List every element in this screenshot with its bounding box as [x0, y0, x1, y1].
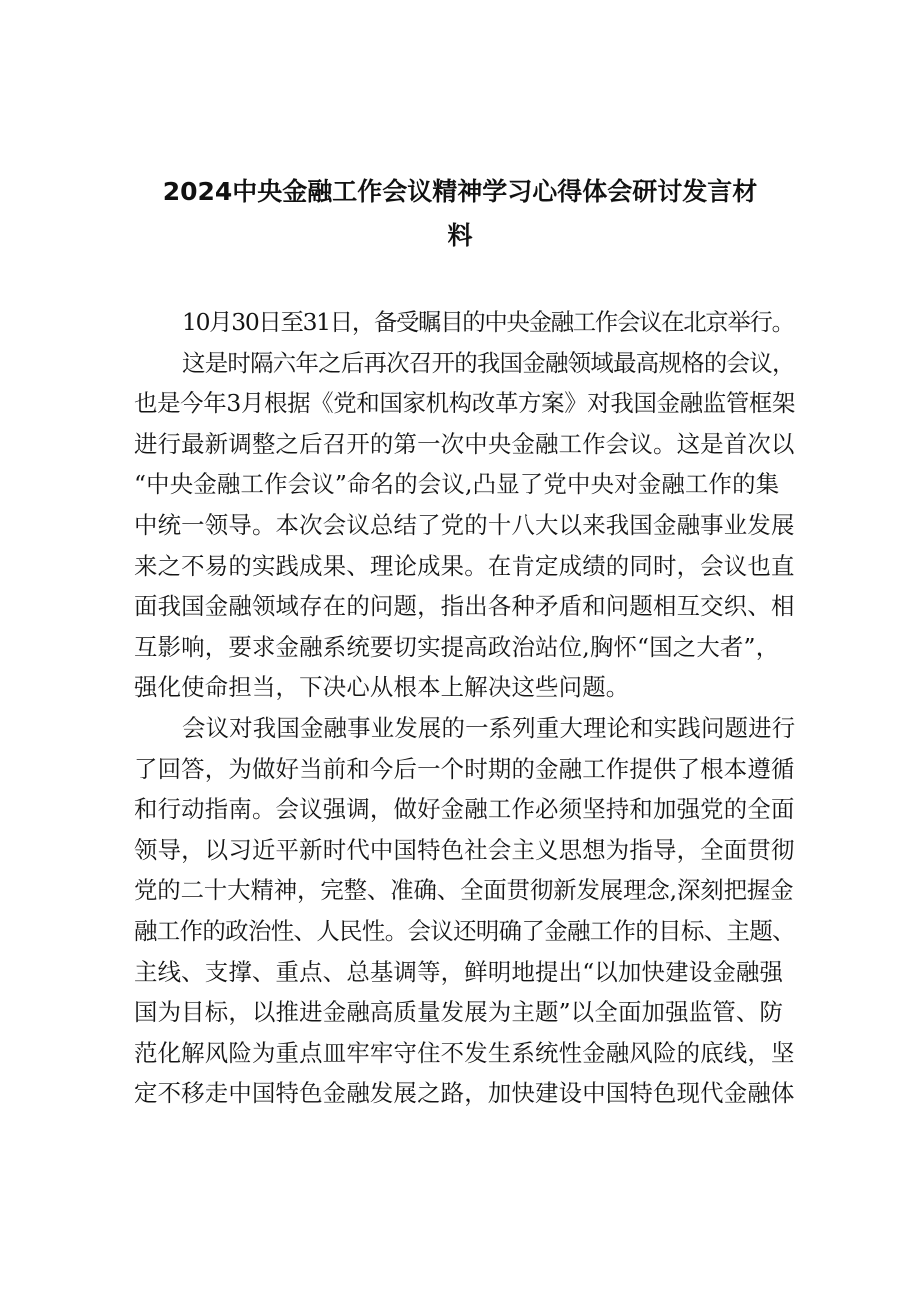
body-text-line: 也是今年3月根据《党和国家机构改革方案》对我国金融监管框架 — [134, 389, 796, 418]
body-text-line: 领导，以习近平新时代中国特色社会主义思想为指导，全面贯彻 — [134, 835, 795, 864]
body-text-line: 定不移走中国特色金融发展之路，加快建设中国特色现代金融体 — [134, 1079, 795, 1108]
body-text-line: “中央金融工作会议”命名的会议,凸显了党中央对金融工作的集 — [134, 470, 780, 499]
document-body — [134, 302, 794, 1114]
body-text-line: 和行动指南。会议强调，做好金融工作必须坚持和加强党的全面 — [134, 795, 795, 824]
body-text-line: 了回答，为做好当前和今后一个时期的金融工作提供了根本遵循 — [134, 754, 795, 783]
body-text-line: 强化使命担当，下决心从根本上解决这些问题。 — [134, 673, 630, 702]
document-title-line-2: 料 — [447, 221, 473, 250]
body-text-line: 来之不易的实践成果、理论成果。在肯定成绩的同时，会议也直 — [134, 551, 795, 580]
body-text-line: 国为目标，以推进金融高质量发展为主题”以全面加强监管、防 — [134, 998, 784, 1027]
body-text-line: 面我国金融领域存在的问题，指出各种矛盾和问题相互交织、相 — [134, 592, 795, 621]
body-text-line: 会议对我国金融事业发展的一系列重大理论和实践问题进行 — [182, 713, 796, 742]
body-text-line: 中统一领导。本次会议总结了党的十八大以来我国金融事业发展 — [134, 510, 795, 539]
body-text-line: 进行最新调整之后召开的第一次中央金融工作会议。这是首次以 — [134, 429, 795, 458]
body-text-line: 互影响，要求金融系统要切实提高政治站位,胸怀“国之大者”， — [134, 632, 780, 661]
body-text-line: 这是时隔六年之后再次召开的我国金融领域最高规格的会议， — [182, 348, 795, 377]
body-text-line: 10月30日至31日，备受瞩目的中央金融工作会议在北京举行。 — [182, 308, 794, 336]
body-text-line: 融工作的政治性、人民性。会议还明确了金融工作的目标、主题、 — [134, 916, 795, 945]
body-text-line: 党的二十大精神，完整、准确、全面贯彻新发展理念,深刻把握金 — [134, 876, 794, 905]
body-text-line: 范化解风险为重点皿牢牢守住不发生系统性金融风险的底线，坚 — [134, 1038, 795, 1067]
body-text-line: 主线、支撑、重点、总基调等，鲜明地提出“以加快建设金融强 — [134, 957, 784, 986]
document-title-line-1: 2024中央金融工作会议精神学习心得体会研讨发言材 — [162, 177, 758, 206]
